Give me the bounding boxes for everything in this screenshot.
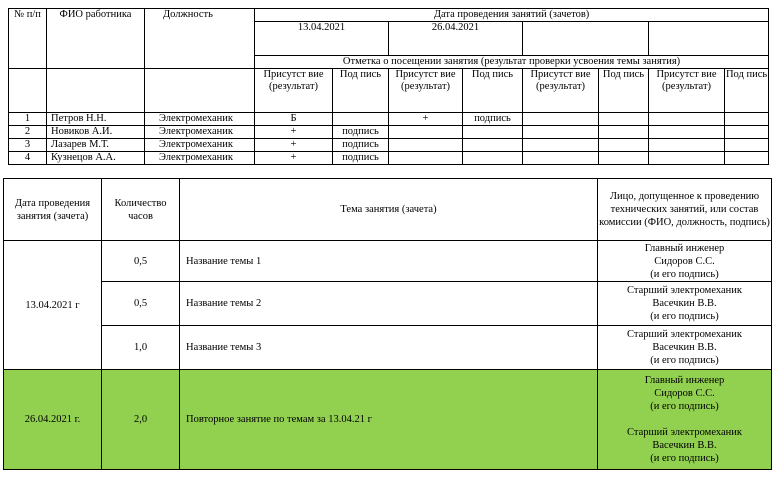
row-mark <box>649 113 725 126</box>
row-mark <box>523 113 599 126</box>
row-mark <box>725 139 769 152</box>
header-num: № п/п <box>9 9 47 69</box>
lesson-date: 26.04.2021 г. <box>4 370 102 470</box>
header-presence: Присутст вие (результат) <box>523 69 599 113</box>
person-line: (и его подпись) <box>650 453 719 464</box>
row-mark <box>523 139 599 152</box>
header-name-empty <box>47 69 145 113</box>
person-line: Васечкин В.В. <box>652 440 717 451</box>
row-name: Петров Н.Н. <box>47 113 145 126</box>
lesson-hours: 1,0 <box>102 326 180 370</box>
person-line: Старший электромеханик <box>627 285 742 296</box>
row-mark: + <box>255 126 333 139</box>
row-mark: подпись <box>333 152 389 165</box>
header-dates: Дата проведения занятий (зачетов) <box>255 9 769 22</box>
row-mark <box>463 139 523 152</box>
lesson-person <box>598 282 772 326</box>
lesson-person <box>598 326 772 370</box>
header-position-empty <box>145 69 255 113</box>
header-signature: Под пись <box>333 69 389 113</box>
header-num-empty <box>9 69 47 113</box>
lesson-topic: Название темы 1 <box>180 241 598 282</box>
lesson-hours: 2,0 <box>102 370 180 470</box>
row-mark <box>649 152 725 165</box>
row-num: 1 <box>9 113 47 126</box>
row-name: Кузнецов А.А. <box>47 152 145 165</box>
person-line: Сидоров С.С. <box>654 255 715 267</box>
person-line: Главный инженер <box>644 242 725 254</box>
person-line: (и его подпись) <box>650 401 719 412</box>
table-row-highlighted <box>4 370 772 470</box>
row-mark <box>599 152 649 165</box>
row-position: Электромеханик <box>145 152 255 165</box>
date-cell: 26.04.2021 <box>389 22 523 56</box>
row-mark <box>649 139 725 152</box>
row-mark <box>389 126 463 139</box>
table-row <box>9 126 769 139</box>
lessons-table <box>3 178 772 470</box>
person-line: Старший электромеханик <box>627 427 742 438</box>
header-signature: Под пись <box>725 69 769 113</box>
attendance-table <box>8 8 769 165</box>
header-person: Лицо, допущенное к проведению технических занятий, или состав комиссии (ФИО, должность, подпись) <box>598 179 772 241</box>
table-row <box>4 282 772 326</box>
row-mark: + <box>255 139 333 152</box>
row-mark: подпись <box>333 139 389 152</box>
row-name: Новиков А.И. <box>47 126 145 139</box>
row-mark <box>523 126 599 139</box>
row-position: Электромеханик <box>145 113 255 126</box>
header-mark: Отметка о посещении занятия (результат проверки усвоения темы занятия) <box>255 56 769 69</box>
person-line: Васечкин В.В. <box>652 342 717 353</box>
row-mark <box>599 139 649 152</box>
table-row <box>9 152 769 165</box>
header-lesson-date: Дата проведения занятия (зачета) <box>4 179 102 241</box>
header-topic: Тема занятия (зачета) <box>180 179 598 241</box>
person-line <box>598 413 771 426</box>
row-mark <box>389 139 463 152</box>
lesson-topic: Название темы 2 <box>180 282 598 326</box>
header-signature: Под пись <box>463 69 523 113</box>
row-mark <box>649 126 725 139</box>
row-mark <box>463 152 523 165</box>
person-line: Старший электромеханик <box>627 329 742 340</box>
lesson-person <box>598 370 772 470</box>
header-signature: Под пись <box>599 69 649 113</box>
row-mark: подпись <box>333 126 389 139</box>
row-position: Электромеханик <box>145 139 255 152</box>
header-presence: Присутст вие (результат) <box>255 69 333 113</box>
person-line: Васечкин В.В. <box>652 298 717 309</box>
row-mark <box>599 126 649 139</box>
table-row <box>4 326 772 370</box>
row-num: 3 <box>9 139 47 152</box>
header-presence: Присутст вие (результат) <box>649 69 725 113</box>
header-name: ФИО работника <box>47 9 145 69</box>
header-position: Должность <box>145 9 255 69</box>
row-mark <box>523 152 599 165</box>
row-num: 2 <box>9 126 47 139</box>
row-mark <box>333 113 389 126</box>
header-hours: Количество часов <box>102 179 180 241</box>
row-num: 4 <box>9 152 47 165</box>
lesson-date: 13.04.2021 г <box>4 241 102 370</box>
header-presence: Присутст вие (результат) <box>389 69 463 113</box>
row-mark: + <box>255 152 333 165</box>
table-row <box>9 139 769 152</box>
row-mark <box>725 126 769 139</box>
table-row <box>4 241 772 282</box>
lesson-topic: Название темы 3 <box>180 326 598 370</box>
person-line: Сидоров С.С. <box>654 388 715 399</box>
date-cell <box>523 22 649 56</box>
row-position: Электромеханик <box>145 126 255 139</box>
row-mark: Б <box>255 113 333 126</box>
row-name: Лазарев М.Т. <box>47 139 145 152</box>
row-mark <box>599 113 649 126</box>
table-row <box>9 113 769 126</box>
lesson-hours: 0,5 <box>102 241 180 282</box>
lesson-topic: Повторное занятие по темам за 13.04.21 г <box>180 370 598 470</box>
row-mark: подпись <box>463 113 523 126</box>
row-mark: + <box>389 113 463 126</box>
row-mark <box>725 113 769 126</box>
row-mark <box>389 152 463 165</box>
date-cell <box>649 22 769 56</box>
person-line: Главный инженер <box>644 375 725 386</box>
lesson-person <box>598 241 772 282</box>
date-cell: 13.04.2021 <box>255 22 389 56</box>
person-line: (и его подпись) <box>650 311 719 322</box>
lesson-hours: 0,5 <box>102 282 180 326</box>
row-mark <box>725 152 769 165</box>
person-line: (и его подпись) <box>650 355 719 366</box>
person-line: (и его подпись) <box>650 268 719 280</box>
row-mark <box>463 126 523 139</box>
